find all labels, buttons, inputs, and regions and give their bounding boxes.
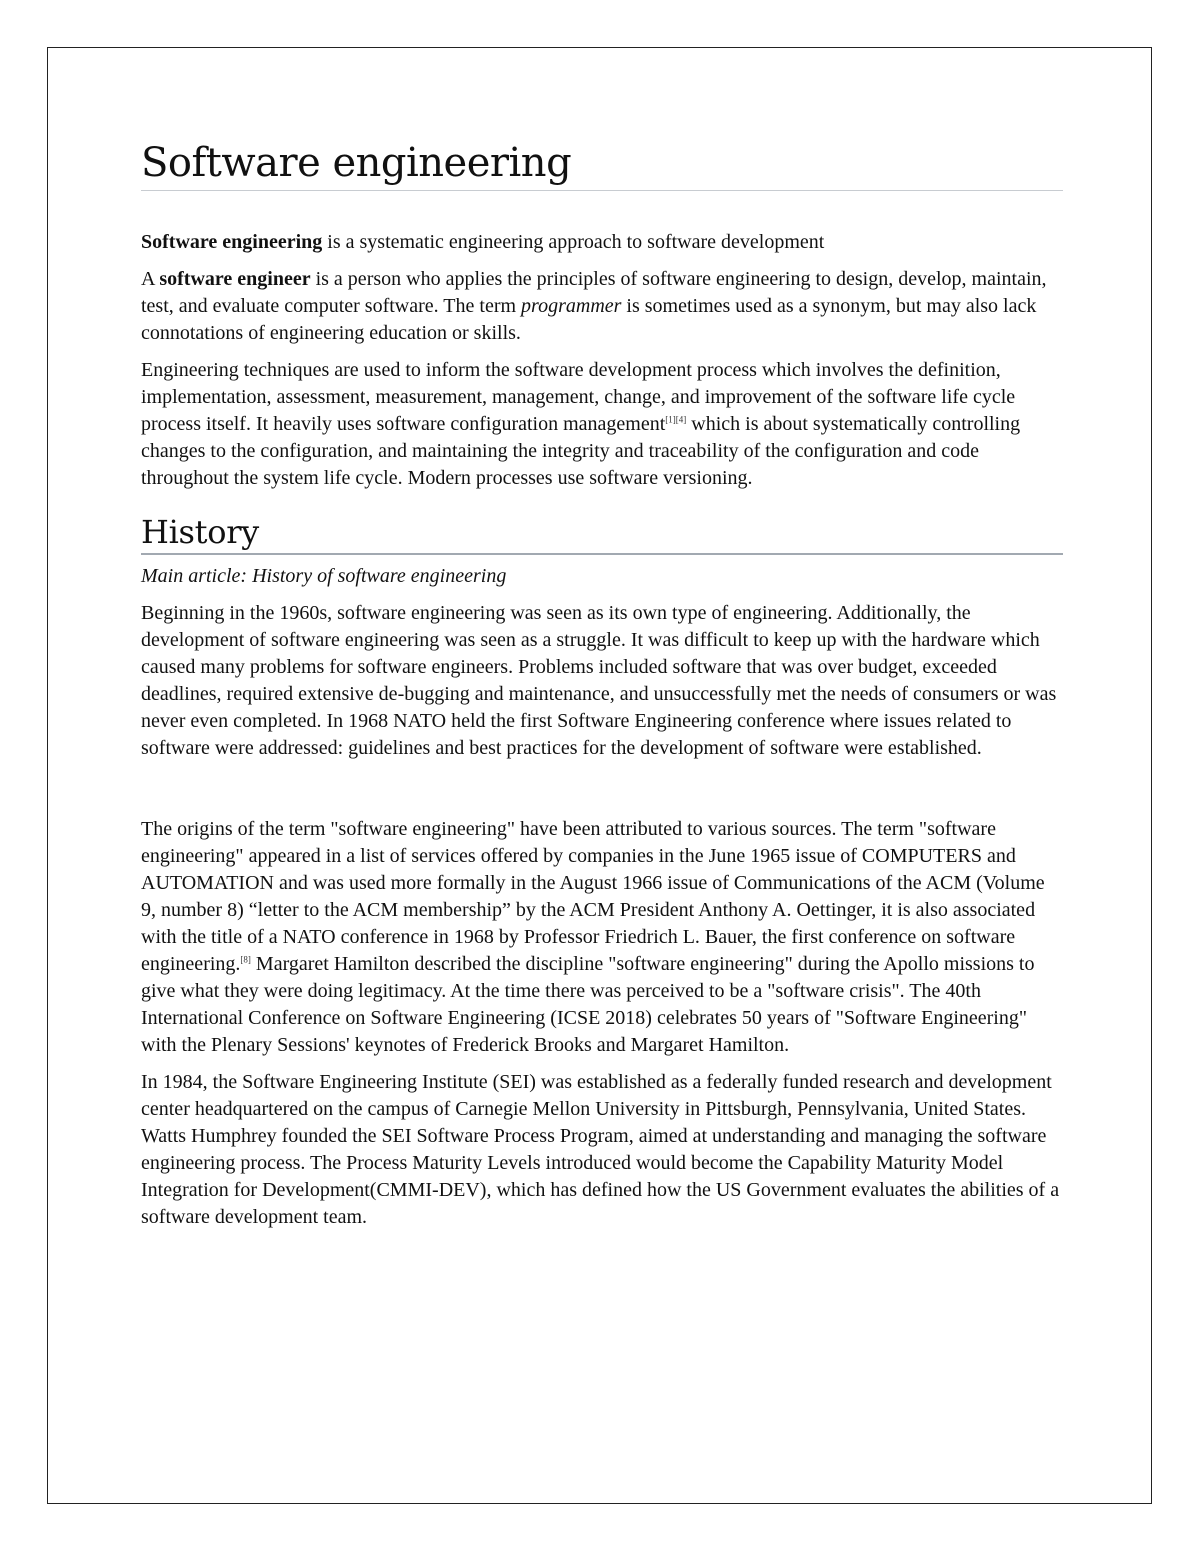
history-heading: History xyxy=(141,512,1063,555)
main-article-hatnote[interactable]: Main article: History of software engineering xyxy=(141,565,507,587)
origins-text-end: Margaret Hamilton described the discipline "software engineering" during the Apollo missions to give what they were doing legitimacy. At the time there was perceived to be a "software crisis". The 40th International Conference on Software Engineering (ICSE 2018) celebrates 50 years of "Software Engineering" with the Plenary Sessions' keynotes of Frederick Brooks and Margaret Hamilton. xyxy=(141,953,1035,1056)
engineer-term: software engineer xyxy=(159,268,311,290)
origins-text: The origins of the term "software engineering" have been attributed to various sources. The term "software engineering" appeared in a list of services offered by companies in the June 1965 issue of COMPUTERS and AUTOMATION and was used more formally in the August 1966 issue of Communications of the ACM (Volume 9, number 8) “letter to the ACM membership” by the ACM President Anthony A. Oettinger, it is also associated with the title of a NATO conference in 1968 by Professor Friedrich L. Bauer, the first conference on software engineering. xyxy=(141,818,1045,975)
programmer-term: programmer xyxy=(521,295,622,317)
engineer-text: is a person who applies the principles of software engineering to design, develop, maintain, test, and evaluate computer software. The term xyxy=(141,268,1047,317)
article-content xyxy=(141,138,1063,1231)
page-title: Software engineering xyxy=(141,138,1063,191)
engineer-prefix: A xyxy=(141,268,160,290)
techniques-paragraph xyxy=(141,357,1063,492)
engineer-text-end: is sometimes used as a synonym, but may also lack connotations of engineering education or skills. xyxy=(141,295,1037,344)
history-paragraph-3: In 1984, the Software Engineering Institute (SEI) was established as a federally funded research and development center headquartered on the campus of Carnegie Mellon University in Pittsburgh, Pennsylvania, United States. Watts Humphrey founded the SEI Software Process Program, aimed at understanding and managing the software engineering process. The Process Maturity Levels introduced would become the Capability Maturity Model Integration for Development(CMMI-DEV), which has defined how the US Government evaluates the abilities of a software development team. xyxy=(141,1071,1060,1228)
history-paragraph-2 xyxy=(141,816,1063,1059)
intro-term: Software engineering xyxy=(141,231,323,253)
intro-paragraph xyxy=(141,229,1063,256)
intro-text: is a systematic engineering approach to software development xyxy=(322,231,825,253)
citation-ref[interactable]: [1][4] xyxy=(665,414,687,425)
techniques-text: Engineering techniques are used to inform the software development process which involves the definition, implementation, assessment, measurement, management, change, and improvement of the software life cycle process itself. It heavily uses software configuration management xyxy=(141,359,1016,435)
engineer-paragraph xyxy=(141,266,1063,347)
history-paragraph-1: Beginning in the 1960s, software engineering was seen as its own type of engineering. Additionally, the development of software engineering was seen as a struggle. It was difficult to keep up with the hardware which caused many problems for software engineers. Problems included software that was over budget, exceeded deadlines, required extensive de-bugging and maintenance, and unsuccessfully met the needs of consumers or was never even completed. In 1968 NATO held the first Software Engineering conference where issues related to software were addressed: guidelines and best practices for the development of software were established. xyxy=(141,602,1057,759)
citation-ref-8[interactable]: [8] xyxy=(240,954,251,965)
techniques-text-end: which is about systematically controlling changes to the configuration, and maintaining the integrity and traceability of the configuration and code throughout the system life cycle. Modern processes use software versioning. xyxy=(141,413,1021,489)
